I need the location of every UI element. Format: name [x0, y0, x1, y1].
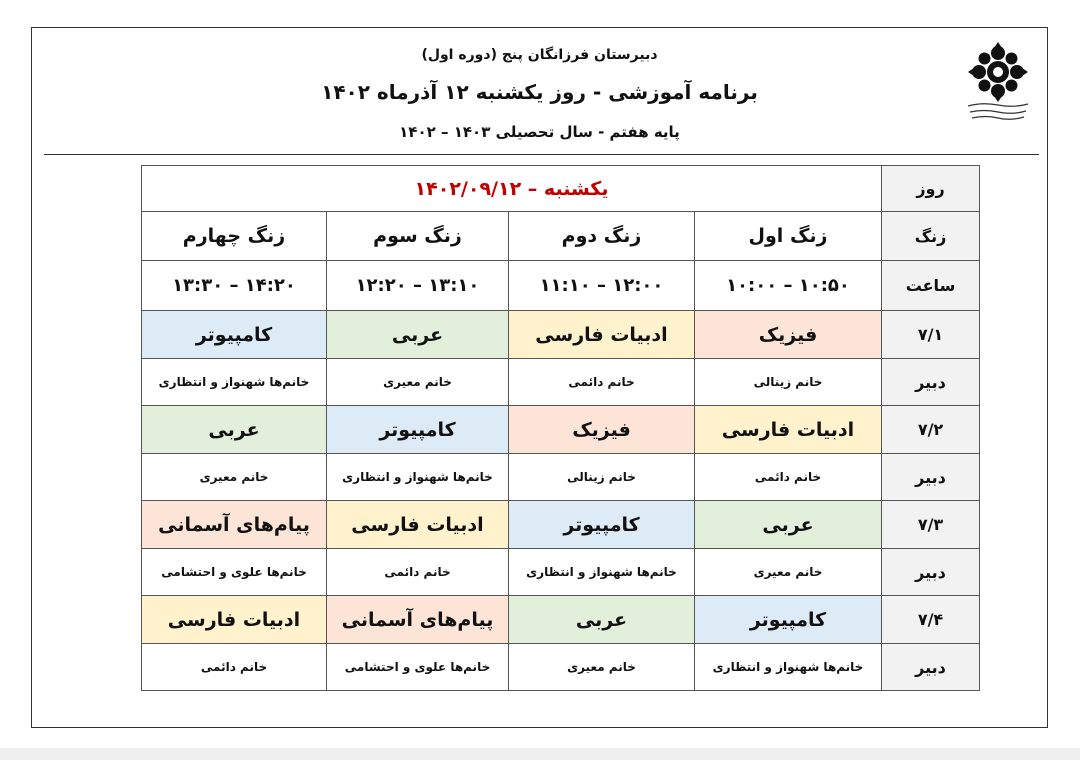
- class-name: ۷/۳: [882, 501, 980, 549]
- bell-header: زنگ سوم: [327, 212, 509, 261]
- bell-header: زنگ اول: [695, 212, 882, 261]
- bell-header: زنگ دوم: [509, 212, 695, 261]
- teacher-cell: خانم زینالی: [509, 454, 695, 501]
- subject-cell: کامپیوتر: [142, 311, 327, 359]
- teacher-cell: خانم معیری: [142, 454, 327, 501]
- subject-cell: فیزیک: [509, 406, 695, 454]
- subject-cell: کامپیوتر: [695, 596, 882, 644]
- teacher-cell: خانم دائمی: [142, 644, 327, 691]
- class-name: ۷/۴: [882, 596, 980, 644]
- header: [32, 28, 1047, 155]
- teacher-cell: خانم‌ها علوی و احتشامی: [327, 644, 509, 691]
- subject-cell: کامپیوتر: [327, 406, 509, 454]
- page-subtitle: پایه هفتم - سال تحصیلی ۱۴۰۳ – ۱۴۰۲: [399, 123, 680, 141]
- teacher-label: دبیر: [882, 454, 980, 501]
- page-title: برنامه آموزشی - روز یکشنبه ۱۲ آذرماه ۱۴۰۲: [321, 80, 758, 104]
- teacher-cell: خانم دائمی: [695, 454, 882, 501]
- subject-cell: عربی: [695, 501, 882, 549]
- subject-cell: عربی: [327, 311, 509, 359]
- teacher-cell: خانم دائمی: [509, 359, 695, 406]
- time-cell: ۱۰:۵۰ – ۱۰:۰۰: [695, 261, 882, 311]
- bell-label: زنگ: [882, 212, 980, 261]
- schedule-table: [141, 165, 980, 691]
- teacher-cell: خانم‌ها شهنواز و انتظاری: [509, 549, 695, 596]
- school-name: دبیرستان فرزانگان پنج (دوره اول): [421, 47, 658, 63]
- subject-cell: ادبیات فارسی: [695, 406, 882, 454]
- teacher-row: [142, 644, 980, 691]
- date-cell: یکشنبه – ۱۴۰۲/۰۹/۱۲: [142, 166, 882, 212]
- bell-row: [142, 212, 980, 261]
- subject-cell: ادبیات فارسی: [142, 596, 327, 644]
- teacher-label: دبیر: [882, 359, 980, 406]
- teacher-row: [142, 359, 980, 406]
- time-row: [142, 261, 980, 311]
- teacher-label: دبیر: [882, 549, 980, 596]
- time-label: ساعت: [882, 261, 980, 311]
- class-row: [142, 311, 980, 359]
- time-cell: ۱۴:۲۰ – ۱۳:۳۰: [142, 261, 327, 311]
- teacher-cell: خانم‌ها علوی و احتشامی: [142, 549, 327, 596]
- subject-cell: ادبیات فارسی: [509, 311, 695, 359]
- subject-cell: فیزیک: [695, 311, 882, 359]
- teacher-cell: خانم معیری: [695, 549, 882, 596]
- time-cell: ۱۳:۱۰ – ۱۲:۲۰: [327, 261, 509, 311]
- class-name: ۷/۱: [882, 311, 980, 359]
- teacher-cell: خانم معیری: [327, 359, 509, 406]
- header-divider: [44, 154, 1039, 155]
- subject-cell: عربی: [509, 596, 695, 644]
- teacher-cell: خانم‌ها شهنواز و انتظاری: [327, 454, 509, 501]
- day-label: روز: [882, 166, 980, 212]
- class-row: [142, 501, 980, 549]
- subject-cell: پیام‌های آسمانی: [327, 596, 509, 644]
- teacher-label: دبیر: [882, 644, 980, 691]
- document-frame: [31, 27, 1048, 728]
- teacher-row: [142, 454, 980, 501]
- teacher-cell: خانم دائمی: [327, 549, 509, 596]
- teacher-cell: خانم زینالی: [695, 359, 882, 406]
- teacher-cell: خانم معیری: [509, 644, 695, 691]
- teacher-cell: خانم‌ها شهنواز و انتظاری: [142, 359, 327, 406]
- subject-cell: کامپیوتر: [509, 501, 695, 549]
- class-row: [142, 406, 980, 454]
- date-row: [142, 166, 980, 212]
- teacher-row: [142, 549, 980, 596]
- bell-header: زنگ چهارم: [142, 212, 327, 261]
- subject-cell: ادبیات فارسی: [327, 501, 509, 549]
- time-cell: ۱۲:۰۰ – ۱۱:۱۰: [509, 261, 695, 311]
- teacher-cell: خانم‌ها شهنواز و انتظاری: [695, 644, 882, 691]
- subject-cell: پیام‌های آسمانی: [142, 501, 327, 549]
- class-name: ۷/۲: [882, 406, 980, 454]
- subject-cell: عربی: [142, 406, 327, 454]
- class-row: [142, 596, 980, 644]
